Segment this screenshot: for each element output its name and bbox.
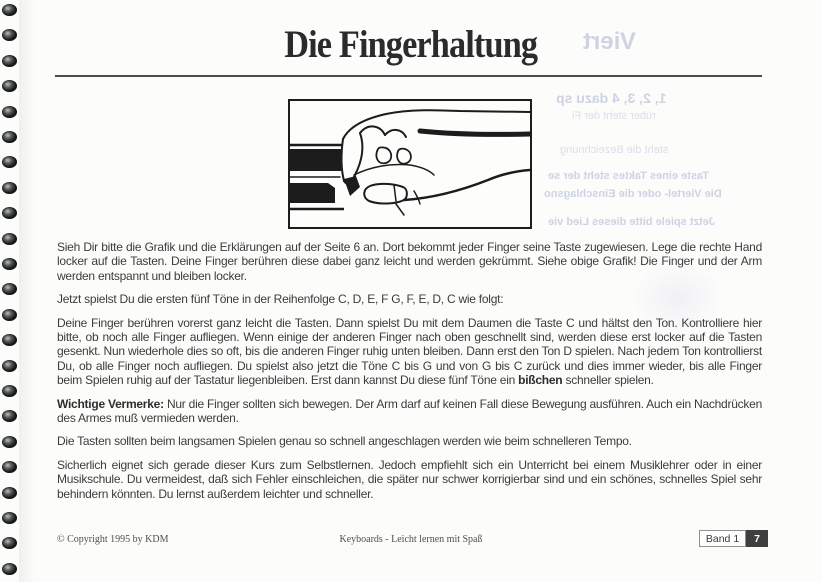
spiral-ring-icon [2,131,17,143]
band-label: Band 1 [699,530,746,547]
page-title [0,22,822,67]
bleed-through-text: Die Viertel- oder die Einschlagsno [544,188,722,200]
spiral-ring-icon [2,156,17,168]
footer-series-title: Keyboards - Leicht lernen mit Spaß [339,534,483,545]
spiral-ring-icon [2,182,17,194]
spiral-ring-icon [2,410,17,422]
spiral-ring-icon [2,207,17,219]
spiral-ring-icon [2,487,17,499]
paragraph: Deine Finger berühren vorerst ganz leicht die Tasten. Dann spielst Du mit dem Daumen die Taste C und hältst den Ton. Kontrolliere hier bitte, ob noch alle Finger aufliegen. Wenn einige der anderen Finger nach oben geschnellt sind, werden diese erst locker auf die Tasten gesenkt. Nun wiederhole dies so oft, bis die anderen Finger ruhig unten bleiben. Dann erst den Ton D spielen. Nach jedem Ton kontrollierst Du, ob alle Finger noch aufliegen. Du spielst also jetzt die Töne C bis G und von G bis C zurück und dies immer wieder, bis alle Finger beim Spielen ruhig auf der Tastatur liegenbleiben. Erst dann kannst Du diese fünf Töne ein bißchen schneller spielen. [57,315,762,388]
spiral-ring-icon [2,461,17,473]
bleed-through-text: Viert [583,28,636,55]
bleed-through-text: rüber steht der Fi [572,110,656,122]
title-divider-rule [55,75,762,77]
spiral-ring-icon [2,106,17,118]
bleed-through-text: steht die Bezeichnung [560,144,669,156]
spiral-ring-icon [2,309,17,321]
spiral-ring-icon [2,436,17,448]
body-paragraphs [57,240,762,510]
spiral-ring-icon [2,283,17,295]
paragraph: Sicherlich eignet sich gerade dieser Kurs zum Selbstlernen. Jedoch empfiehlt sich ein Unterricht bei einem Musiklehrer oder in einer Musikschule. Du vermeidest, daß sich Fehler einschleichen, die später nur schwer korrigierbar sind und ein schönes, schnelles Spiel sehr behindern könnten. Du lernst außerdem leichter und schneller. [57,457,762,501]
footer-page-indicator [699,530,768,547]
spiral-ring-icon [2,334,17,346]
footer-copyright: © Copyright 1995 by KDM [57,534,169,545]
paragraph: Sieh Dir bitte die Grafik und die Erklärungen auf der Seite 6 an. Dort bekommt jeder Finger seine Taste zugewiesen. Lege die rechte Hand locker auf die Tasten. Deine Finger berühren diese dabei ganz leicht und werden gekrümmt. Siehe obige Grafik! Die Finger und der Arm werden entspannt und bleiben locker. [57,240,762,283]
bleed-through-text: 1, 2, 3, 4 dazu sp [556,90,667,106]
spiral-ring-icon [2,385,17,397]
paragraph: Jetzt spielst Du die ersten fünf Töne in der Reihenfolge C, D, E, F G, F, E, D, C wie folgt: [57,292,504,307]
bleed-through-text: Jetzt spiele bitte dieses Lied vie [548,216,715,228]
page-edge-shade [19,0,35,582]
paragraph: Die Tasten sollten beim langsamen Spielen genau so schnell angeschlagen werden wie beim schnelleren Tempo. [57,434,632,449]
page-title-text: Die Fingerhaltung [284,23,538,66]
spiral-ring-icon [2,4,17,16]
hand-on-piano-keys-illustration-icon [290,101,530,227]
bleed-through-text: Taste eines Taktes steht der se [548,170,709,182]
paragraph: Wichtige Vermerke: Nur die Finger sollten sich bewegen. Der Arm darf auf keinen Fall diese Bewegung ausführen. Auch ein Nachdrücken des Armes muß vermieden werden. [57,396,762,426]
spiral-ring-icon [2,563,17,575]
figure-frame [288,99,532,229]
spiral-ring-icon [2,258,17,270]
spiral-ring-icon [2,233,17,245]
spiral-ring-icon [2,80,17,92]
spiral-ring-icon [2,360,17,372]
page-number-badge: 7 [746,530,768,547]
spiral-ring-icon [2,512,17,524]
